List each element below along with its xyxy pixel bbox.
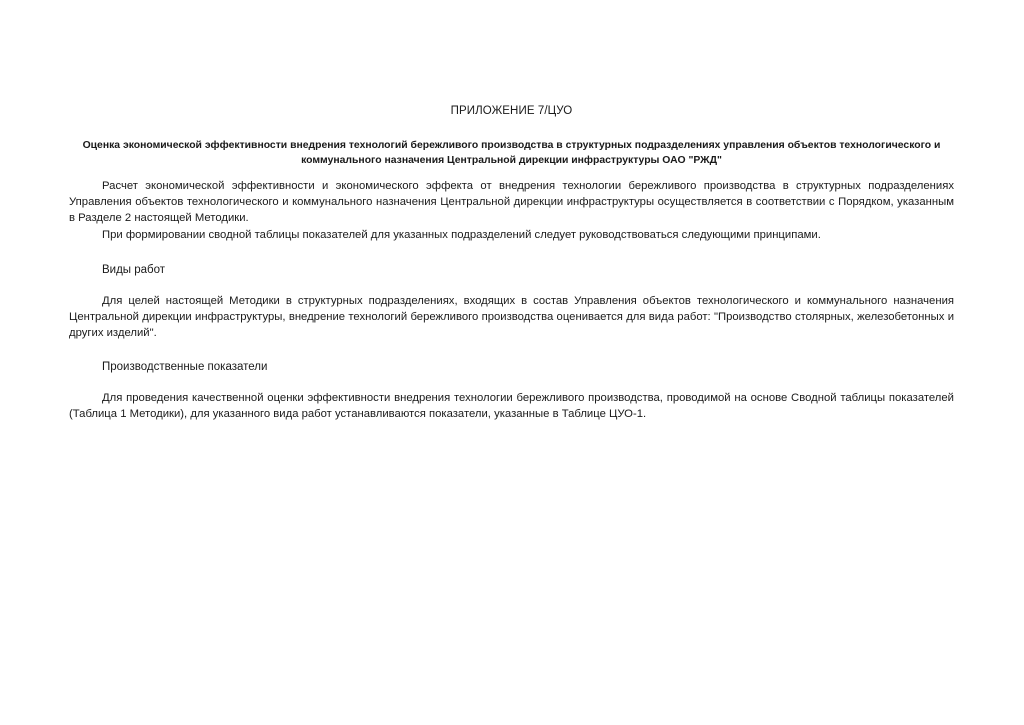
paragraph-summary-table: При формировании сводной таблицы показателей для указанных подразделений следует руководствоваться следующими принципами.	[102, 229, 821, 241]
paragraph-work-types: Для целей настоящей Методики в структурных подразделениях, входящих в состав Управления объектов технологического и коммунального назначения Центральной дирекции инфраструктуры, внедрение технологий бережливого производства оценивается для вида работ: "Производство столярных, железобетонных и других изделий".	[69, 295, 954, 339]
document-title: Оценка экономической эффективности внедрения технологий бережливого производства в структурных подразделениях управления объектов технологического и коммунального назначения Центральной дирекции инфраструктуры ОАО "РЖД"	[82, 140, 941, 166]
paragraph-calculation: Расчет экономической эффективности и экономического эффекта от внедрения технологии бережливого производства в структурных подразделениях Управления объектов технологического и коммунального назначения Центральной дирекции инфраструктуры осуществляется в соответствии с Порядком, указанным в Разделе 2 настоящей Методики.	[69, 180, 954, 224]
section-heading-work-types: Виды работ	[102, 264, 166, 276]
section-heading-indicators: Производственные показатели	[102, 361, 268, 373]
paragraph-indicators: Для проведения качественной оценки эффективности внедрения технологии бережливого производства, проводимой на основе Сводной таблицы показателей (Таблица 1 Методики), для указанного вида работ устанавливаются показатели, указанные в Таблице ЦУО-1.	[69, 392, 954, 420]
document-page	[69, 0, 954, 725]
appendix-title: ПРИЛОЖЕНИЕ 7/ЦУО	[450, 105, 573, 117]
